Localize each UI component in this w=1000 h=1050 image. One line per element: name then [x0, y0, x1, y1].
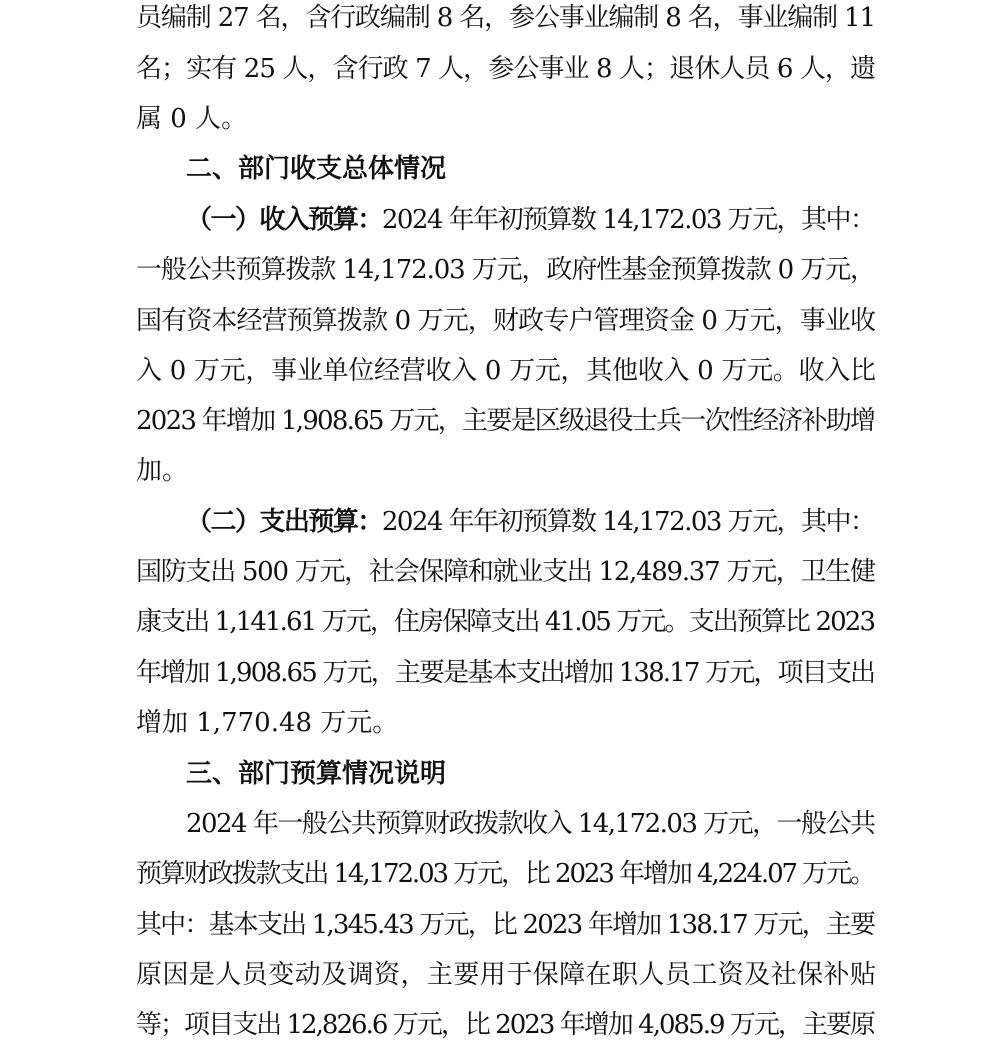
paragraph-text: 2024 年一般公共预算财政拨款收入 14,172.03 万元，一般公共: [186, 809, 875, 839]
paragraph-text: 等；项目支出 12,826.6 万元，比 2023 年增加 4,085.9 万元，主要原: [136, 1010, 875, 1040]
section-heading: [186, 144, 1000, 194]
paragraph-line: [136, 547, 1000, 597]
paragraph-text: 原因是人员变动及调资，主要用于保障在职人员工资及社保补贴: [136, 960, 877, 990]
paragraph-line: [136, 648, 1000, 698]
paragraph-line: [136, 94, 1000, 144]
paragraph-text: 年增加 1,908.65 万元，主要是基本支出增加 138.17 万元，项目支出: [136, 658, 875, 688]
paragraph-line: [136, 698, 1000, 748]
paragraph-line: [136, 346, 1000, 396]
paragraph-line: [136, 396, 1000, 446]
section-2-heading: 二、部门收支总体情况: [186, 154, 447, 184]
paragraph-line: [136, 245, 1000, 295]
paragraph-text: 国防支出 500 万元，社会保障和就业支出 12,489.37 万元，卫生健: [136, 557, 875, 587]
paragraph-line: [186, 497, 1000, 547]
income-label: （一）收入预算：: [186, 205, 382, 235]
paragraph-line: [136, 1000, 1000, 1050]
paragraph-text: 预算财政拨款支出 14,172.03 万元，比 2023 年增加 4,224.07 万元。: [136, 859, 874, 889]
paragraph-line: [136, 296, 1000, 346]
paragraph-line: [136, 0, 1000, 43]
paragraph-text: 员编制 27 名，含行政编制 8 名，参公事业编制 8 名，事业编制 11: [136, 3, 875, 33]
paragraph-text: 增加 1,770.48 万元。: [136, 708, 399, 738]
paragraph-line: [136, 900, 1000, 950]
paragraph-line: [136, 44, 1000, 94]
paragraph-line: [136, 849, 1000, 899]
paragraph-text: 2023 年增加 1,908.65 万元，主要是区级退役士兵一次性经济补助增: [136, 406, 875, 436]
section-heading: [186, 749, 1000, 799]
paragraph-text: 康支出 1,141.61 万元，住房保障支出 41.05 万元。支出预算比 2023: [136, 607, 875, 637]
paragraph-text: 名；实有 25 人，含行政 7 人，参公事业 8 人；退休人员 6 人，遗: [136, 54, 876, 84]
paragraph-text: 加。: [136, 456, 189, 486]
paragraph-line: [136, 597, 1000, 647]
expenditure-label: （二）支出预算：: [186, 507, 382, 537]
paragraph-line: [186, 799, 1000, 849]
paragraph-line: [186, 195, 1000, 245]
paragraph-text: 国有资本经营预算拨款 0 万元，财政专户管理资金 0 万元，事业收: [136, 306, 876, 336]
paragraph-text: 一般公共预算拨款 14,172.03 万元，政府性基金预算拨款 0 万元，: [136, 255, 875, 285]
paragraph-text: 其中：基本支出 1,345.43 万元，比 2023 年增加 138.17 万元，主要: [136, 910, 875, 940]
paragraph-text: 2024 年年初预算数 14,172.03 万元，其中：: [381, 507, 875, 537]
paragraph-line: [136, 446, 1000, 496]
section-3-heading: 三、部门预算情况说明: [186, 759, 447, 789]
paragraph-text: 属 0 人。: [136, 104, 248, 134]
paragraph-line: [136, 950, 1000, 1000]
paragraph-text: 入 0 万元，事业单位经营收入 0 万元，其他收入 0 万元。收入比: [136, 356, 876, 386]
paragraph-text: 2024 年年初预算数 14,172.03 万元，其中：: [381, 205, 875, 235]
